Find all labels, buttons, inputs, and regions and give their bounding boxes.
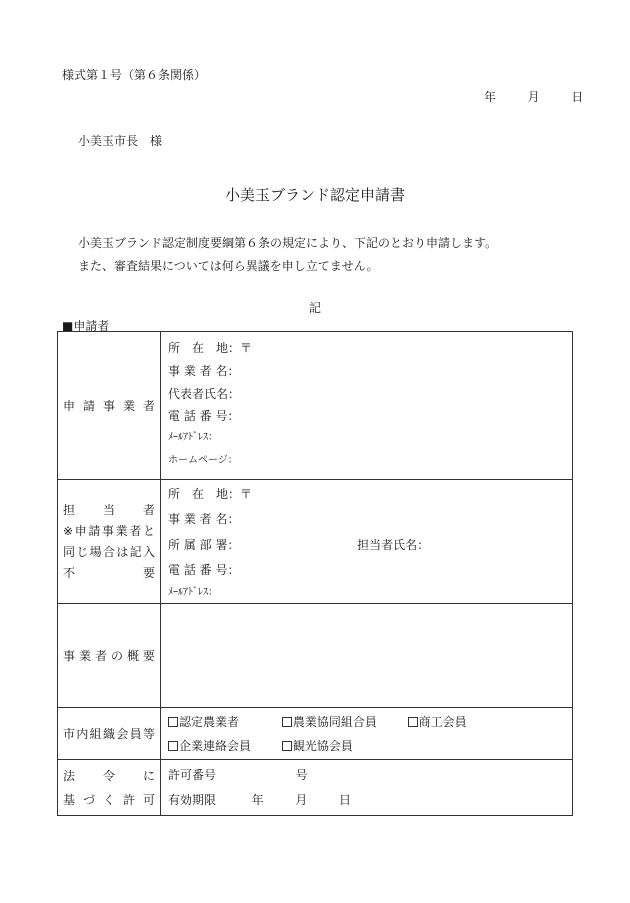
contact-department-label: 所 属 部 署： <box>168 538 240 552</box>
date-line <box>484 88 583 105</box>
contact-fields-cell <box>161 480 573 604</box>
membership-options-line-1 <box>161 710 572 734</box>
permit-row <box>58 760 573 816</box>
checkbox-icon[interactable] <box>282 741 292 751</box>
option-chamber-member[interactable] <box>408 710 467 734</box>
date-year: 年 <box>484 90 497 104</box>
date-month: 月 <box>527 90 540 104</box>
application-form-table <box>57 331 573 816</box>
applicant-homepage-field[interactable] <box>161 449 572 472</box>
permit-number-field[interactable] <box>161 763 572 788</box>
permit-valid-year: 年 <box>251 793 264 807</box>
applicant-business-name-label: 事 業 者 名： <box>168 364 240 378</box>
applicant-email-label: ﾒｰﾙｱﾄﾞﾚｽ： <box>168 432 218 443</box>
permit-label-line-2: 基 づ く 許 可 <box>63 792 155 807</box>
membership-row <box>58 708 573 760</box>
checkbox-icon[interactable] <box>408 717 418 727</box>
overview-label: 事 業 者 の 概 要 <box>63 649 155 663</box>
contact-phone-field[interactable] <box>161 558 572 583</box>
contact-address-label: 所 在 地：〒 <box>168 487 253 501</box>
form-number: 様式第１号（第６条関係） <box>62 68 207 82</box>
checkbox-icon[interactable] <box>168 717 178 727</box>
applicant-phone-label: 電 話 番 号： <box>168 409 240 423</box>
permit-number-label: 許可番号 <box>168 768 217 782</box>
option-agri-coop-member[interactable] <box>282 710 404 734</box>
applicant-representative-label: 代表者氏名： <box>168 387 241 401</box>
applicant-email-field[interactable] <box>161 426 572 449</box>
option-business-liaison-member-label: 企業連絡会員 <box>179 739 252 753</box>
contact-address-field[interactable] <box>161 483 572 506</box>
option-tourism-member[interactable] <box>282 734 353 758</box>
applicant-homepage-label: ホームページ： <box>168 455 238 466</box>
contact-email-field[interactable] <box>161 583 572 603</box>
applicant-label-cell <box>58 332 161 480</box>
permit-label-line-1: 法 令 に <box>63 768 155 783</box>
option-chamber-member-label: 商工会員 <box>418 715 467 729</box>
contact-label-line-1: 担 当 者 <box>63 502 155 517</box>
applicant-label: 申 請 事 業 者 <box>63 399 155 413</box>
contact-label-cell <box>58 480 161 604</box>
membership-label: 市 内 組 織 会 員 等 <box>63 727 155 741</box>
permit-valid-day: 日 <box>339 793 352 807</box>
contact-business-name-label: 事 業 者 名： <box>168 512 240 526</box>
contact-label-line-3: 同 じ 場 合 は 記 入 <box>63 544 155 559</box>
option-certified-farmer-label: 認定農業者 <box>179 715 240 729</box>
permit-fields-cell <box>161 760 573 816</box>
contact-label-line-4: 不 要 <box>63 565 155 580</box>
applicant-address-field[interactable] <box>161 337 572 360</box>
section-label: ■申請者 <box>62 319 110 333</box>
intro-line-2: また、審査結果については何ら異議を申し立てません。 <box>78 259 379 273</box>
contact-department-field[interactable] <box>161 533 572 558</box>
contact-phone-label: 電 話 番 号： <box>168 563 240 577</box>
checkbox-icon[interactable] <box>282 717 292 727</box>
document-title: 小美玉ブランド認定申請書 <box>224 186 405 204</box>
checkbox-icon[interactable] <box>168 741 178 751</box>
contact-business-name-field[interactable] <box>161 506 572 533</box>
permit-valid-until-field[interactable] <box>161 788 572 813</box>
overview-row <box>58 604 573 708</box>
applicant-business-name-field[interactable] <box>161 360 572 383</box>
option-business-liaison-member[interactable] <box>168 734 278 758</box>
membership-options-line-2 <box>161 734 572 758</box>
permit-valid-label: 有効期限 <box>168 793 217 807</box>
contact-person-name-label: 担当者氏名： <box>357 538 430 552</box>
membership-label-cell <box>58 708 161 760</box>
option-tourism-member-label: 観光協会員 <box>292 739 353 753</box>
membership-options-cell <box>161 708 573 760</box>
contact-label-line-2: ※ 申 請 事 業 者 と <box>63 523 155 538</box>
overview-input-cell[interactable] <box>161 604 573 708</box>
option-certified-farmer[interactable] <box>168 710 278 734</box>
intro-line-1: 小美玉ブランド認定制度要綱第６条の規定により、下記のとおり申請します。 <box>78 236 498 250</box>
applicant-address-label: 所 在 地：〒 <box>168 341 253 355</box>
option-agri-coop-member-label: 農業協同組合員 <box>292 715 377 729</box>
permit-number-suffix: 号 <box>295 768 308 782</box>
contact-row <box>58 480 573 604</box>
applicant-representative-field[interactable] <box>161 383 572 406</box>
overview-label-cell <box>58 604 161 708</box>
addressee: 小美玉市長 様 <box>78 134 163 148</box>
applicant-fields-cell <box>161 332 573 480</box>
applicant-phone-field[interactable] <box>161 406 572 426</box>
date-day: 日 <box>571 90 584 104</box>
contact-email-label: ﾒｰﾙｱﾄﾞﾚｽ： <box>168 587 218 598</box>
permit-valid-month: 月 <box>295 793 308 807</box>
ki-heading: 記 <box>308 301 321 315</box>
permit-label-cell <box>58 760 161 816</box>
applicant-row <box>58 332 573 480</box>
